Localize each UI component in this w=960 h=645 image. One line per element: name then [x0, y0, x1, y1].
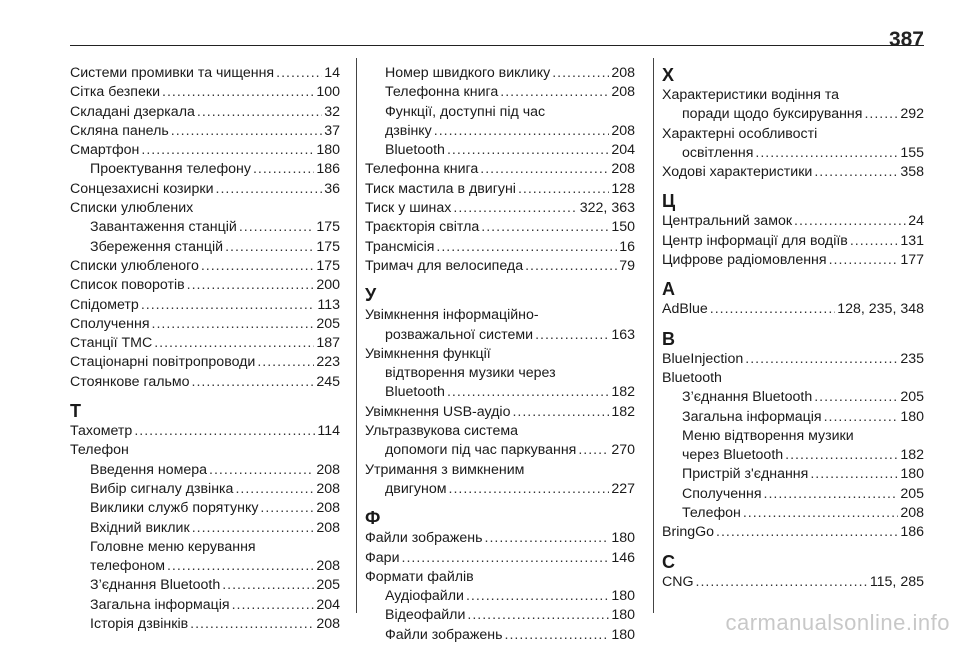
index-entry-page: 208 [611, 84, 635, 101]
leader-dots [578, 441, 609, 460]
index-entry-label: AdBlue [662, 301, 708, 318]
index-entry [365, 64, 635, 83]
index-letter-heading: Ц [662, 191, 676, 212]
index-entry [662, 251, 924, 270]
index-entry-page: 205 [316, 315, 340, 332]
index-entry-page: 235 [900, 350, 924, 367]
index-letter-heading: Ф [365, 508, 381, 529]
index-entry-page: 163 [611, 326, 635, 343]
leader-dots [134, 422, 315, 441]
index-entry-label: Введення номера [90, 461, 208, 478]
index-entry [70, 141, 340, 160]
index-entry-label: Виклики служб порятунку [90, 500, 259, 517]
index-entry-page: 180 [316, 142, 340, 159]
index-entry-page: 208 [611, 161, 635, 178]
leader-dots [192, 519, 315, 538]
index-entry-text: Формати файлів [365, 568, 474, 585]
leader-dots [552, 64, 609, 83]
index-entry [365, 122, 635, 141]
index-entry [365, 606, 635, 625]
column-divider [356, 58, 357, 613]
leader-dots [449, 480, 610, 499]
leader-dots [505, 626, 610, 645]
index-entry [365, 141, 635, 160]
index-entry [365, 326, 635, 345]
index-entry [365, 441, 635, 460]
index-entry-text: Характерні особливості [662, 125, 818, 142]
index-entry-label: З’єднання Bluetooth [90, 577, 221, 594]
index-entry-page: 186 [900, 524, 924, 541]
index-entry [662, 144, 924, 163]
index-entry-page: 37 [324, 122, 340, 139]
index-entry [70, 480, 340, 499]
index-entry-label: двигуном [385, 480, 447, 497]
index-entry-label: Фари [365, 549, 400, 566]
index-letter-heading: A [662, 279, 675, 300]
index-entry [662, 232, 924, 251]
index-entry-page: 208 [611, 65, 635, 81]
index-entry-label: CNG [662, 573, 694, 590]
index-entry-page: 175 [316, 238, 340, 255]
index-entry-page: 204 [611, 142, 635, 159]
leader-dots [434, 122, 610, 141]
index-entry-page: 32 [324, 103, 340, 120]
index-column-3 [662, 64, 924, 592]
index-entry [70, 276, 340, 295]
leader-dots [402, 549, 610, 568]
index-entry-page: 245 [316, 373, 340, 390]
index-entry-label: Сполучення [70, 315, 150, 332]
leader-dots [239, 218, 315, 237]
index-entry-page: 175 [316, 219, 340, 236]
index-entry [365, 180, 635, 199]
leader-dots [466, 587, 609, 606]
index-entry-page: 113 [317, 296, 340, 313]
leader-dots [152, 315, 315, 334]
index-entry-label: поради щодо буксирування [682, 106, 863, 123]
index-entry [662, 388, 924, 407]
index-entry-page: 16 [619, 238, 635, 255]
index-entry [365, 83, 635, 102]
index-entry-label: Загальна інформація [682, 408, 822, 425]
leader-dots [745, 350, 898, 369]
index-entry-page: 128, 235, 348 [837, 301, 924, 318]
leader-dots [190, 615, 314, 634]
leader-dots [710, 300, 835, 319]
index-entry-label: Трансмісія [365, 238, 435, 255]
index-entry-label: Проектування телефону [90, 161, 251, 178]
index-entry-label: BringGo [662, 524, 715, 541]
index-entry-label: Список поворотів [70, 277, 185, 294]
leader-dots [141, 141, 314, 160]
header-rule [70, 45, 924, 46]
index-entry [70, 218, 340, 237]
index-entry-page: 146 [611, 549, 635, 566]
index-entry-label: Тиск у шинах [365, 200, 452, 217]
leader-dots [225, 238, 314, 257]
index-entry-label: Вхідний виклик [90, 519, 190, 536]
leader-dots [187, 276, 315, 295]
index-entry-page: 208 [316, 616, 340, 633]
index-letter-heading: B [662, 328, 675, 349]
index-entry [70, 64, 340, 83]
leader-dots [222, 576, 314, 595]
index-entry-label: Стоянкове гальмо [70, 373, 190, 390]
index-entry-page: 292 [900, 106, 924, 123]
index-entry-page: 208 [316, 480, 340, 497]
leader-dots [696, 573, 868, 592]
index-entry-label: BlueInjection [662, 350, 744, 367]
index-entry [662, 212, 924, 231]
index-entry-page: 205 [316, 577, 340, 594]
index-entry-label: Телефонна книга [385, 84, 499, 101]
index-entry-page: 114 [317, 423, 340, 440]
leader-dots [850, 232, 898, 251]
index-entry [70, 296, 340, 315]
index-entry-label: З’єднання Bluetooth [682, 389, 813, 406]
index-entry-label: Завантаження станцій [90, 219, 237, 236]
index-entry-label: Bluetooth [385, 384, 445, 401]
index-entry [365, 480, 635, 499]
leader-dots [141, 296, 316, 315]
leader-dots [810, 465, 898, 484]
leader-dots [743, 504, 898, 523]
index-entry [70, 160, 340, 179]
index-entry-text: Bluetooth [662, 369, 722, 386]
index-entry-label: Системи промивки та чищення [70, 65, 275, 81]
leader-dots [167, 557, 314, 576]
index-entry [365, 257, 635, 276]
leader-dots [518, 180, 609, 199]
index-entry-label: Файли зображень [365, 530, 483, 547]
index-entry-page: 36 [324, 180, 340, 197]
index-entry-label: через Bluetooth [682, 447, 784, 464]
leader-dots [232, 596, 315, 615]
leader-dots [785, 446, 898, 465]
index-entry-text: Ультразвукова система [365, 423, 519, 440]
index-entry-label: Траєкторія світла [365, 219, 480, 236]
index-entry-label: Тримач для велосипеда [365, 257, 524, 274]
index-entry-page: 208 [900, 505, 924, 522]
leader-dots [192, 373, 315, 392]
leader-dots [447, 141, 609, 160]
leader-dots [453, 199, 577, 218]
index-entry [70, 422, 340, 441]
index-entry [70, 519, 340, 538]
index-entry-label: Сполучення [682, 485, 762, 502]
leader-dots [436, 238, 617, 257]
index-column-2 [365, 64, 635, 645]
leader-dots [864, 105, 898, 124]
leader-dots [755, 144, 898, 163]
index-entry [70, 353, 340, 372]
index-entry-page: 14 [324, 65, 340, 81]
leader-dots [500, 83, 609, 102]
index-entry [365, 626, 635, 645]
leader-dots [794, 212, 906, 231]
index-entry-page: 79 [619, 257, 635, 274]
leader-dots [535, 326, 609, 345]
index-entry-label: Цифрове радіомовлення [662, 252, 827, 269]
index-entry-label: Сітка безпеки [70, 84, 161, 101]
index-entry-label: Телефон [682, 505, 741, 522]
index-entry-page: 270 [611, 442, 635, 459]
leader-dots [764, 485, 899, 504]
index-entry-page: 180 [611, 626, 635, 643]
index-entry-page: 128 [611, 180, 635, 197]
leader-dots [467, 606, 609, 625]
index-entry [70, 596, 340, 615]
index-entry [662, 163, 924, 182]
index-entry [662, 523, 924, 542]
index-entry-label: Станції TMC [70, 335, 153, 352]
index-entry-label: Пристрій з'єднання [682, 466, 809, 483]
index-entry-page: 150 [611, 219, 635, 236]
index-entry-page: 155 [900, 144, 924, 161]
index-entry [365, 218, 635, 237]
index-entry [365, 160, 635, 179]
leader-dots [525, 257, 617, 276]
index-entry-label: Відеофайли [385, 607, 466, 624]
index-entry-page: 200 [316, 277, 340, 294]
index-column-1 [70, 64, 340, 634]
index-entry-page: 100 [316, 84, 340, 101]
index-entry [365, 529, 635, 548]
page-number: 387 [888, 28, 924, 51]
index-entry-page: 180 [900, 408, 924, 425]
index-entry-label: розважальної системи [385, 326, 534, 343]
index-entry [662, 504, 924, 523]
index-entry [70, 334, 340, 353]
leader-dots [162, 83, 314, 102]
leader-dots [197, 103, 322, 122]
leader-dots [480, 160, 609, 179]
index-entry [70, 499, 340, 518]
index-entry-text: Головне меню керування [90, 538, 256, 555]
leader-dots [253, 160, 314, 179]
index-entry-label: Складані дзеркала [70, 103, 195, 120]
index-entry-text: Функції, доступні під час [385, 103, 546, 120]
index-entry-label: Аудіофайли [385, 588, 464, 605]
index-entry-page: 208 [316, 461, 340, 478]
index-entry [662, 485, 924, 504]
index-entry-page: 227 [611, 480, 635, 497]
index-entry [365, 403, 635, 422]
leader-dots [171, 122, 322, 141]
leader-dots [276, 64, 322, 83]
index-entry-text: Утримання з вимкненим [365, 461, 525, 478]
leader-dots [824, 408, 899, 427]
leader-dots [481, 218, 609, 237]
leader-dots [485, 529, 610, 548]
index-entry-text: Телефон [70, 442, 129, 459]
index-entry-page: 208 [316, 519, 340, 536]
leader-dots [829, 251, 899, 270]
leader-dots [716, 523, 898, 542]
index-entry-label: Центр інформації для водіїв [662, 232, 848, 249]
index-entry-page: 204 [316, 596, 340, 613]
index-entry [70, 180, 340, 199]
index-entry-text: Характеристики водіння та [662, 87, 840, 103]
index-entry [662, 300, 924, 319]
index-entry-page: 186 [316, 161, 340, 178]
leader-dots [512, 403, 609, 422]
index-entry [365, 549, 635, 568]
index-entry-page: 180 [611, 588, 635, 605]
index-entry [365, 238, 635, 257]
index-entry [662, 446, 924, 465]
index-entry-page: 322, 363 [579, 200, 635, 217]
index-entry-label: Скляна панель [70, 122, 169, 139]
index-entry-label: Смартфон [70, 142, 140, 159]
index-entry-label: Файли зображень [385, 626, 503, 643]
index-entry-text: Меню відтворення музики [682, 427, 854, 444]
index-entry [365, 199, 635, 218]
column-divider [653, 58, 654, 613]
index-entry [662, 573, 924, 592]
index-entry [70, 83, 340, 102]
index-entry-page: 208 [611, 122, 635, 139]
index-entry [70, 122, 340, 141]
index-entry-page: 205 [900, 389, 924, 406]
index-entry-page: 177 [900, 252, 924, 269]
leader-dots [257, 353, 314, 372]
index-entry [662, 105, 924, 124]
index-entry [662, 350, 924, 369]
index-entry-label: Стаціонарні повітропроводи [70, 354, 256, 371]
index-entry-page: 24 [908, 213, 924, 230]
index-entry-page: 358 [900, 164, 924, 181]
index-entry [70, 576, 340, 595]
index-entry-text: відтворення музики через [385, 365, 556, 382]
index-entry-page: 182 [900, 447, 924, 464]
index-entry-label: Тахометр [70, 423, 133, 440]
index-entry-page: 180 [900, 466, 924, 483]
index-entry-label: Вибір сигналу дзвінка [90, 480, 234, 497]
index-entry-text: Увімкнення інформаційно- [365, 307, 539, 324]
index-entry-label: Загальна інформація [90, 596, 230, 613]
index-entry-text: Увімкнення функції [365, 345, 491, 362]
index-letter-heading: Х [662, 65, 675, 85]
index-entry-label: Тиск мастила в двигуні [365, 180, 516, 197]
leader-dots [814, 163, 898, 182]
index-entry-label: Номер швидкого виклику [385, 65, 551, 81]
index-entry [70, 461, 340, 480]
index-entry-label: Спідометр [70, 296, 139, 313]
leader-dots [260, 499, 314, 518]
index-letter-heading: Т [70, 401, 81, 422]
leader-dots [216, 180, 323, 199]
index-entry [70, 103, 340, 122]
index-entry-label: Списки улюбленого [70, 257, 199, 274]
leader-dots [209, 461, 314, 480]
index-entry-page: 208 [316, 500, 340, 517]
index-entry-label: допомоги під час паркування [385, 442, 577, 459]
index-entry-page: 208 [316, 558, 340, 575]
index-entry-label: Сонцезахисні козирки [70, 180, 214, 197]
index-entry-page: 205 [900, 485, 924, 502]
index-entry [70, 557, 340, 576]
leader-dots [447, 383, 609, 402]
index-entry [365, 383, 635, 402]
index-entry-page: 180 [611, 607, 635, 624]
index-entry-page: 175 [316, 257, 340, 274]
index-entry [70, 373, 340, 392]
index-entry [70, 257, 340, 276]
index-entry [365, 587, 635, 606]
index-letter-heading: У [365, 285, 377, 306]
index-entry-label: телефоном [90, 558, 165, 575]
watermark: carmanualsonline.info [725, 610, 950, 635]
index-letter-heading: C [662, 551, 675, 572]
index-entry [662, 465, 924, 484]
index-entry-page: 180 [611, 530, 635, 547]
index-entry-text: Списки улюблених [70, 200, 194, 217]
index-entry-page: 182 [611, 403, 635, 420]
index-entry-label: дзвінку [385, 122, 432, 139]
leader-dots [201, 257, 314, 276]
index-entry-page: 223 [316, 354, 340, 371]
index-entry-label: Bluetooth [385, 142, 445, 159]
index-entry-label: Ходові характеристики [662, 164, 813, 181]
index-entry-label: Увімкнення USB-аудіо [365, 403, 511, 420]
index-entry-label: Центральний замок [662, 213, 793, 230]
index-entry [70, 238, 340, 257]
index-entry [662, 408, 924, 427]
index-entry-label: освітлення [682, 144, 754, 161]
index-entry [70, 615, 340, 634]
leader-dots [814, 388, 898, 407]
index-entry-label: Телефонна книга [365, 161, 479, 178]
index-entry-page: 131 [900, 232, 924, 249]
index-entry-page: 115, 285 [869, 573, 924, 590]
index-entry-label: Збереження станцій [90, 238, 224, 255]
leader-dots [235, 480, 314, 499]
index-entry-page: 182 [611, 384, 635, 401]
leader-dots [154, 334, 314, 353]
index-entry [70, 315, 340, 334]
index-entry-page: 187 [316, 335, 340, 352]
index-entry-label: Історія дзвінків [90, 616, 189, 633]
